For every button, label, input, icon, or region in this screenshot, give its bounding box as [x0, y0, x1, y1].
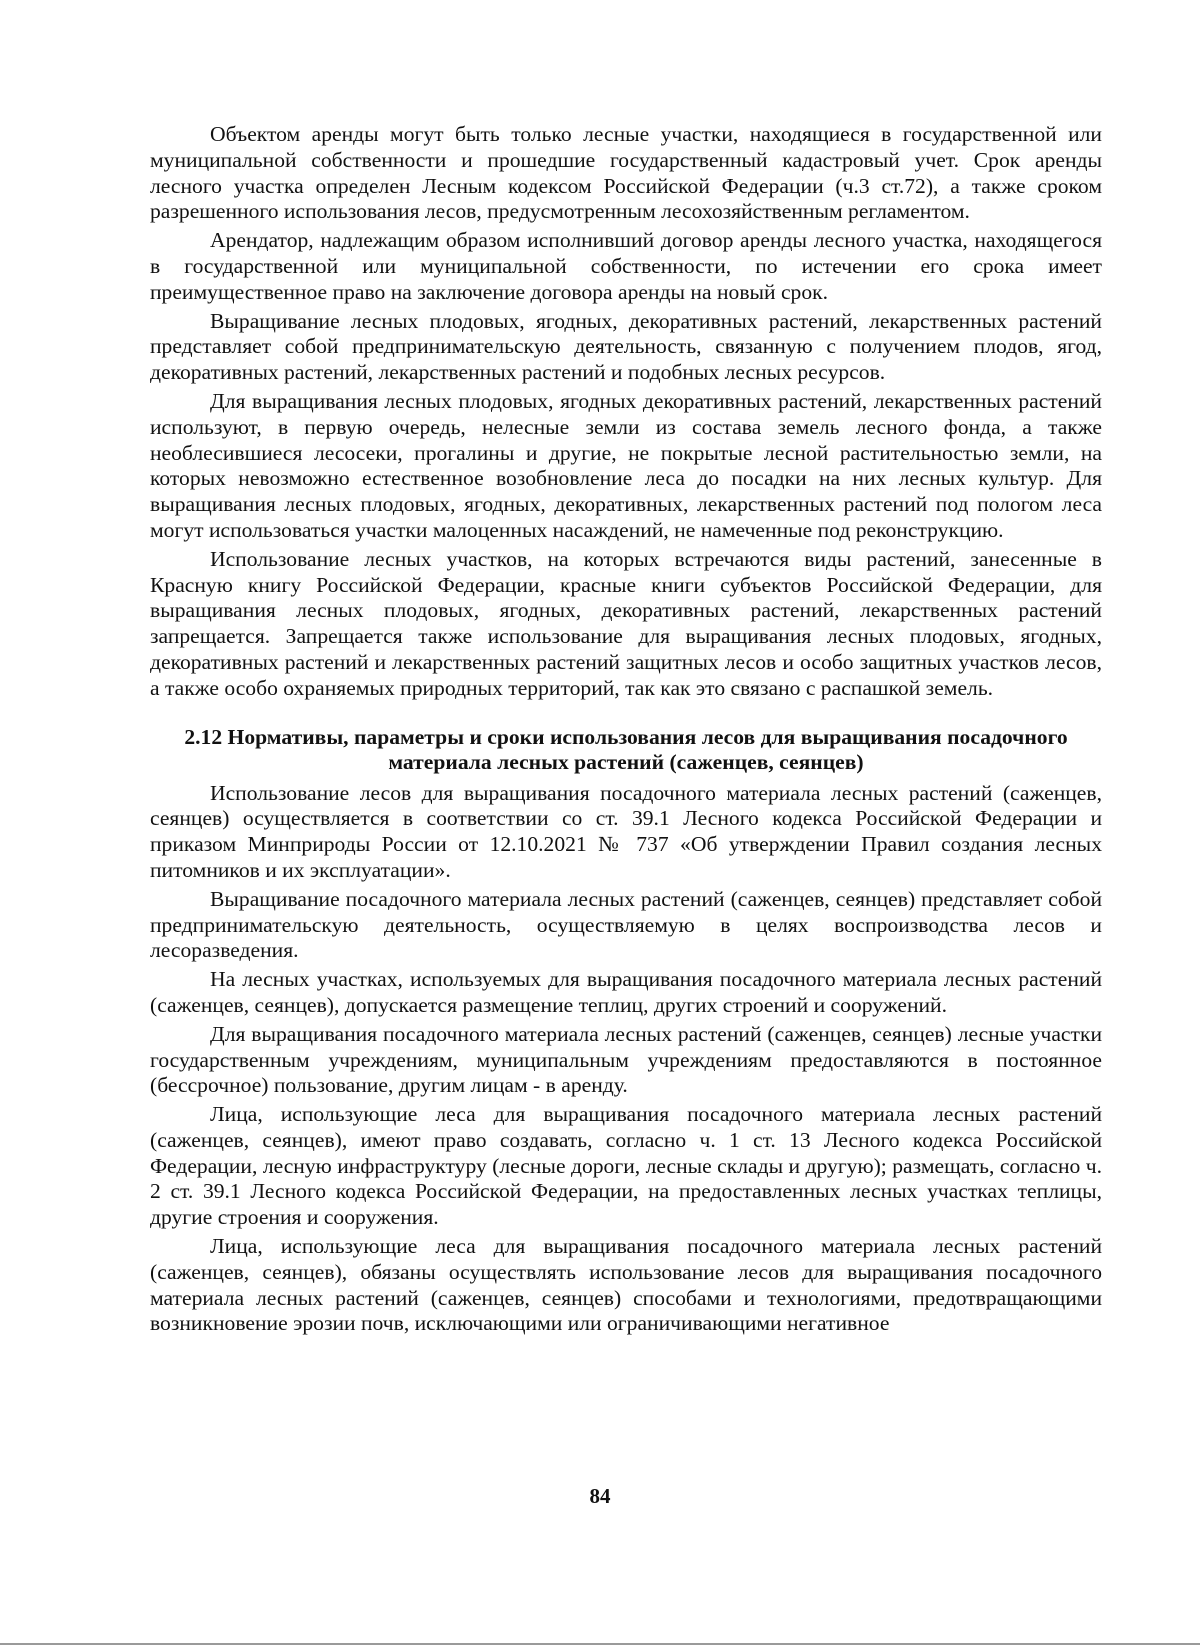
section-heading: 2.12 Нормативы, параметры и сроки использования лесов для выращивания посадочного материала лесных растений (саженцев, сеянцев): [184, 724, 1068, 775]
paragraph-tenant-priority: Арендатор, надлежащим образом исполнивший договор аренды лесного участка, находящегося в государственной или муниципальной собственности, по истечении его срока имеет преимущественное право на заключение договора аренды на новый срок.: [150, 228, 1102, 304]
paragraph-user-obligations: Лица, использующие леса для выращивания посадочного материала лесных растений (саженцев, сеянцев), обязаны осуществлять использование лесов для выращивания посадочного материала лесных растений (саженцев, сеянцев) способами и технологиями, предотвращающими возникновение эрозии почв, исключающими или ограничивающими негативное: [150, 1234, 1102, 1336]
paragraph-cultivation-business: Выращивание лесных плодовых, ягодных, декоративных растений, лекарственных растений представляет собой предпринимательскую деятельность, связанную с получением плодов, ягод, декоративных растений, лекарственных растений и подобных лесных ресурсов.: [150, 308, 1102, 385]
paragraph-land-provision: Для выращивания посадочного материала лесных растений (саженцев, сеянцев) лесные участки государственным учреждениям, муниципальным учреждениям предоставляются в постоянное (бессрочное) пользование, другим лицам - в аренду.: [150, 1021, 1102, 1098]
paragraph-red-book-restriction: Использование лесных участков, на которых встречаются виды растений, занесенные в Красную книгу Российской Федерации, красные книги субъектов Российской Федерации, для выращивания лесных плодовых, ягодных, декоративных растений, лекарственных растений запрещается. Запрещается также использование для выращивания лесных плодовых, ягодных, декоративных растений и лекарственных растений защитных лесов и особо защитных участков лесов, а также особо охраняемых природных территорий, так как это связано с распашкой земель.: [150, 546, 1102, 700]
paragraph-lease-object: Объектом аренды могут быть только лесные участки, находящиеся в государственной или муниципальной собственности и прошедшие государственный кадастровый учет. Срок аренды лесного участка определен Лесным кодексом Российской Федерации (ч.3 ст.72), а также сроком разрешенного использования лесов, предусмотренным лесохозяйственным регламентом.: [150, 122, 1102, 224]
page-body: [150, 122, 1102, 1340]
paragraph-legal-basis: Использование лесов для выращивания посадочного материала лесных растений (саженцев, сеянцев) осуществляется в соответствии со ст. 39.1 Лесного кодекса Российской Федерации и приказом Минприроды России от 12.10.2021 № 737 «Об утверждении Правил создания лесных питомников и их эксплуатации».: [150, 780, 1102, 882]
paragraph-greenhouses: На лесных участках, используемых для выращивания посадочного материала лесных растений (саженцев, сеянцев), допускается размещение теплиц, других строений и сооружений.: [150, 967, 1102, 1017]
scan-edge-line: [0, 1643, 1200, 1645]
paragraph-land-usage: Для выращивания лесных плодовых, ягодных декоративных растений, лекарственных растений используют, в первую очередь, нелесные земли из состава земель лесного фонда, а также необлесившиеся лесосеки, прогалины и другие, не покрытые лесной растительностью земли, на которых невозможно естественное возобновление леса до посадки на них лесных культур. Для выращивания лесных плодовых, ягодных, декоративных, лекарственных растений под пологом леса могут использоваться участки малоценных насаждений, не намеченные под реконструкцию.: [150, 388, 1102, 542]
page-number: 84: [589, 1484, 611, 1508]
paragraph-nursery-business: Выращивание посадочного материала лесных растений (саженцев, сеянцев) представляет собой предпринимательскую деятельность, осуществляемую в целях воспроизводства лесов и лесоразведения.: [150, 886, 1102, 963]
paragraph-user-rights: Лица, использующие леса для выращивания посадочного материала лесных растений (саженцев, сеянцев), имеют право создавать, согласно ч. 1 ст. 13 Лесного кодекса Российской Федерации, лесную инфраструктуру (лесные дороги, лесные склады и другую); размещать, согласно ч. 2 ст. 39.1 Лесного кодекса Российской Федерации, на предоставленных лесных участках теплицы, другие строения и сооружения.: [150, 1102, 1102, 1230]
